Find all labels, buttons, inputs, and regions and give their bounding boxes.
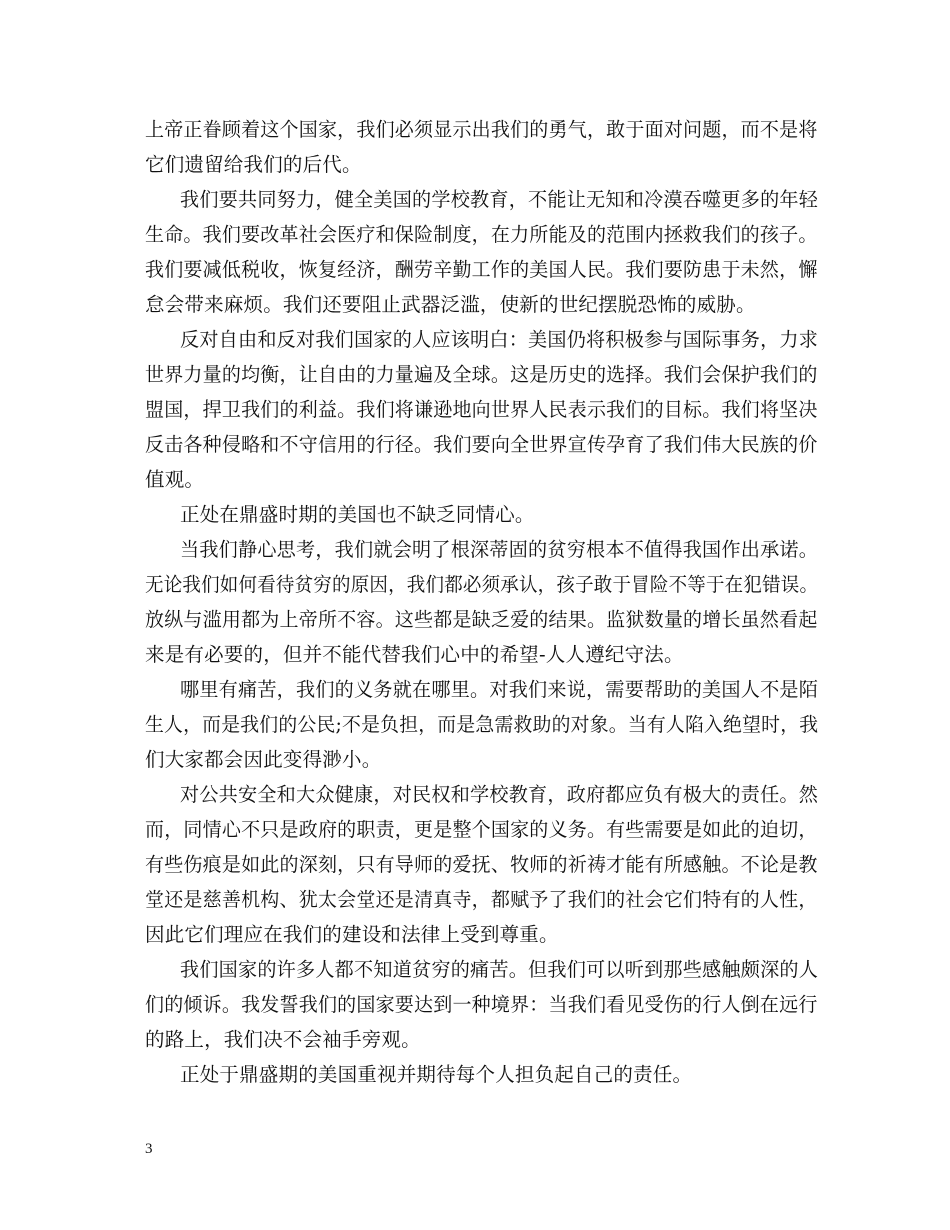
text-line: 哪里有痛苦，我们的义务就在哪里。对我们来说，需要帮助的美国人不是陌 (180, 678, 819, 701)
text-line: 生命。我们要改革社会医疗和保险制度，在力所能及的范围内拯救我们的孩子。 (145, 223, 818, 246)
text-line: 的路上，我们决不会袖手旁观。 (145, 1028, 421, 1051)
text-line: 我们国家的许多人都不知道贫穷的痛苦。但我们可以听到那些感触颇深的人 (180, 958, 819, 981)
text-line: 世界力量的均衡，让自由的力量遍及全球。这是历史的选择。我们会保护我们的 (145, 363, 818, 386)
text-line: 堂还是慈善机构、犹太会堂还是清真寺，都赋予了我们的社会它们特有的人性， (145, 888, 818, 911)
text-line: 正处在鼎盛时期的美国也不缺乏同情心。 (180, 503, 535, 526)
text-line: 而，同情心不只是政府的职责，更是整个国家的义务。有些需要是如此的迫切， (145, 818, 818, 841)
text-line: 值观。 (145, 468, 205, 491)
page-number: 3 (145, 1141, 153, 1157)
text-line: 我们要减低税收，恢复经济，酬劳辛勤工作的美国人民。我们要防患于未然，懈 (145, 258, 818, 281)
text-line: 无论我们如何看待贫穷的原因，我们都必须承认，孩子敢于冒险不等于在犯错误。 (145, 573, 819, 596)
text-line: 当我们静心思考，我们就会明了根深蒂固的贫穷根本不值得我国作出承诺。 (180, 538, 819, 561)
text-line: 它们遗留给我们的后代。 (145, 153, 362, 176)
text-line: 有些伤痕是如此的深刻，只有导师的爱抚、牧师的祈祷才能有所感触。不论是教 (145, 853, 818, 876)
text-line: 怠会带来麻烦。我们还要阻止武器泛滥，使新的世纪摆脱恐怖的威胁。 (145, 293, 756, 316)
text-line: 们的倾诉。我发誓我们的国家要达到一种境界：当我们看见受伤的行人倒在远行 (145, 993, 818, 1016)
text-line: 对公共安全和大众健康，对民权和学校教育，政府都应负有极大的责任。然 (180, 783, 819, 806)
text-line: 反击各种侵略和不守信用的行径。我们要向全世界宣传孕育了我们伟大民族的价 (145, 433, 818, 456)
text-line: 反对自由和反对我们国家的人应该明白：美国仍将积极参与国际事务，力求 (180, 328, 819, 351)
text-line: 我们要共同努力，健全美国的学校教育，不能让无知和冷漠吞噬更多的年轻 (180, 188, 819, 211)
text-line: 们大家都会因此变得渺小。 (145, 748, 382, 771)
text-line: 正处于鼎盛期的美国重视并期待每个人担负起自己的责任。 (180, 1063, 693, 1086)
text-line: 上帝正眷顾着这个国家，我们必须显示出我们的勇气，敢于面对问题，而不是将 (145, 118, 818, 141)
text-line: 生人，而是我们的公民;不是负担，而是急需救助的对象。当有人陷入绝望时，我 (145, 713, 819, 736)
text-line: 盟国，捍卫我们的利益。我们将谦逊地向世界人民表示我们的目标。我们将坚决 (145, 398, 818, 421)
text-line: 来是有必要的，但并不能代替我们心中的希望-人人遵纪守法。 (145, 643, 684, 666)
text-line: 因此它们理应在我们的建设和法律上受到尊重。 (145, 923, 559, 946)
text-line: 放纵与滥用都为上帝所不容。这些都是缺乏爱的结果。监狱数量的增长虽然看起 (145, 608, 818, 631)
